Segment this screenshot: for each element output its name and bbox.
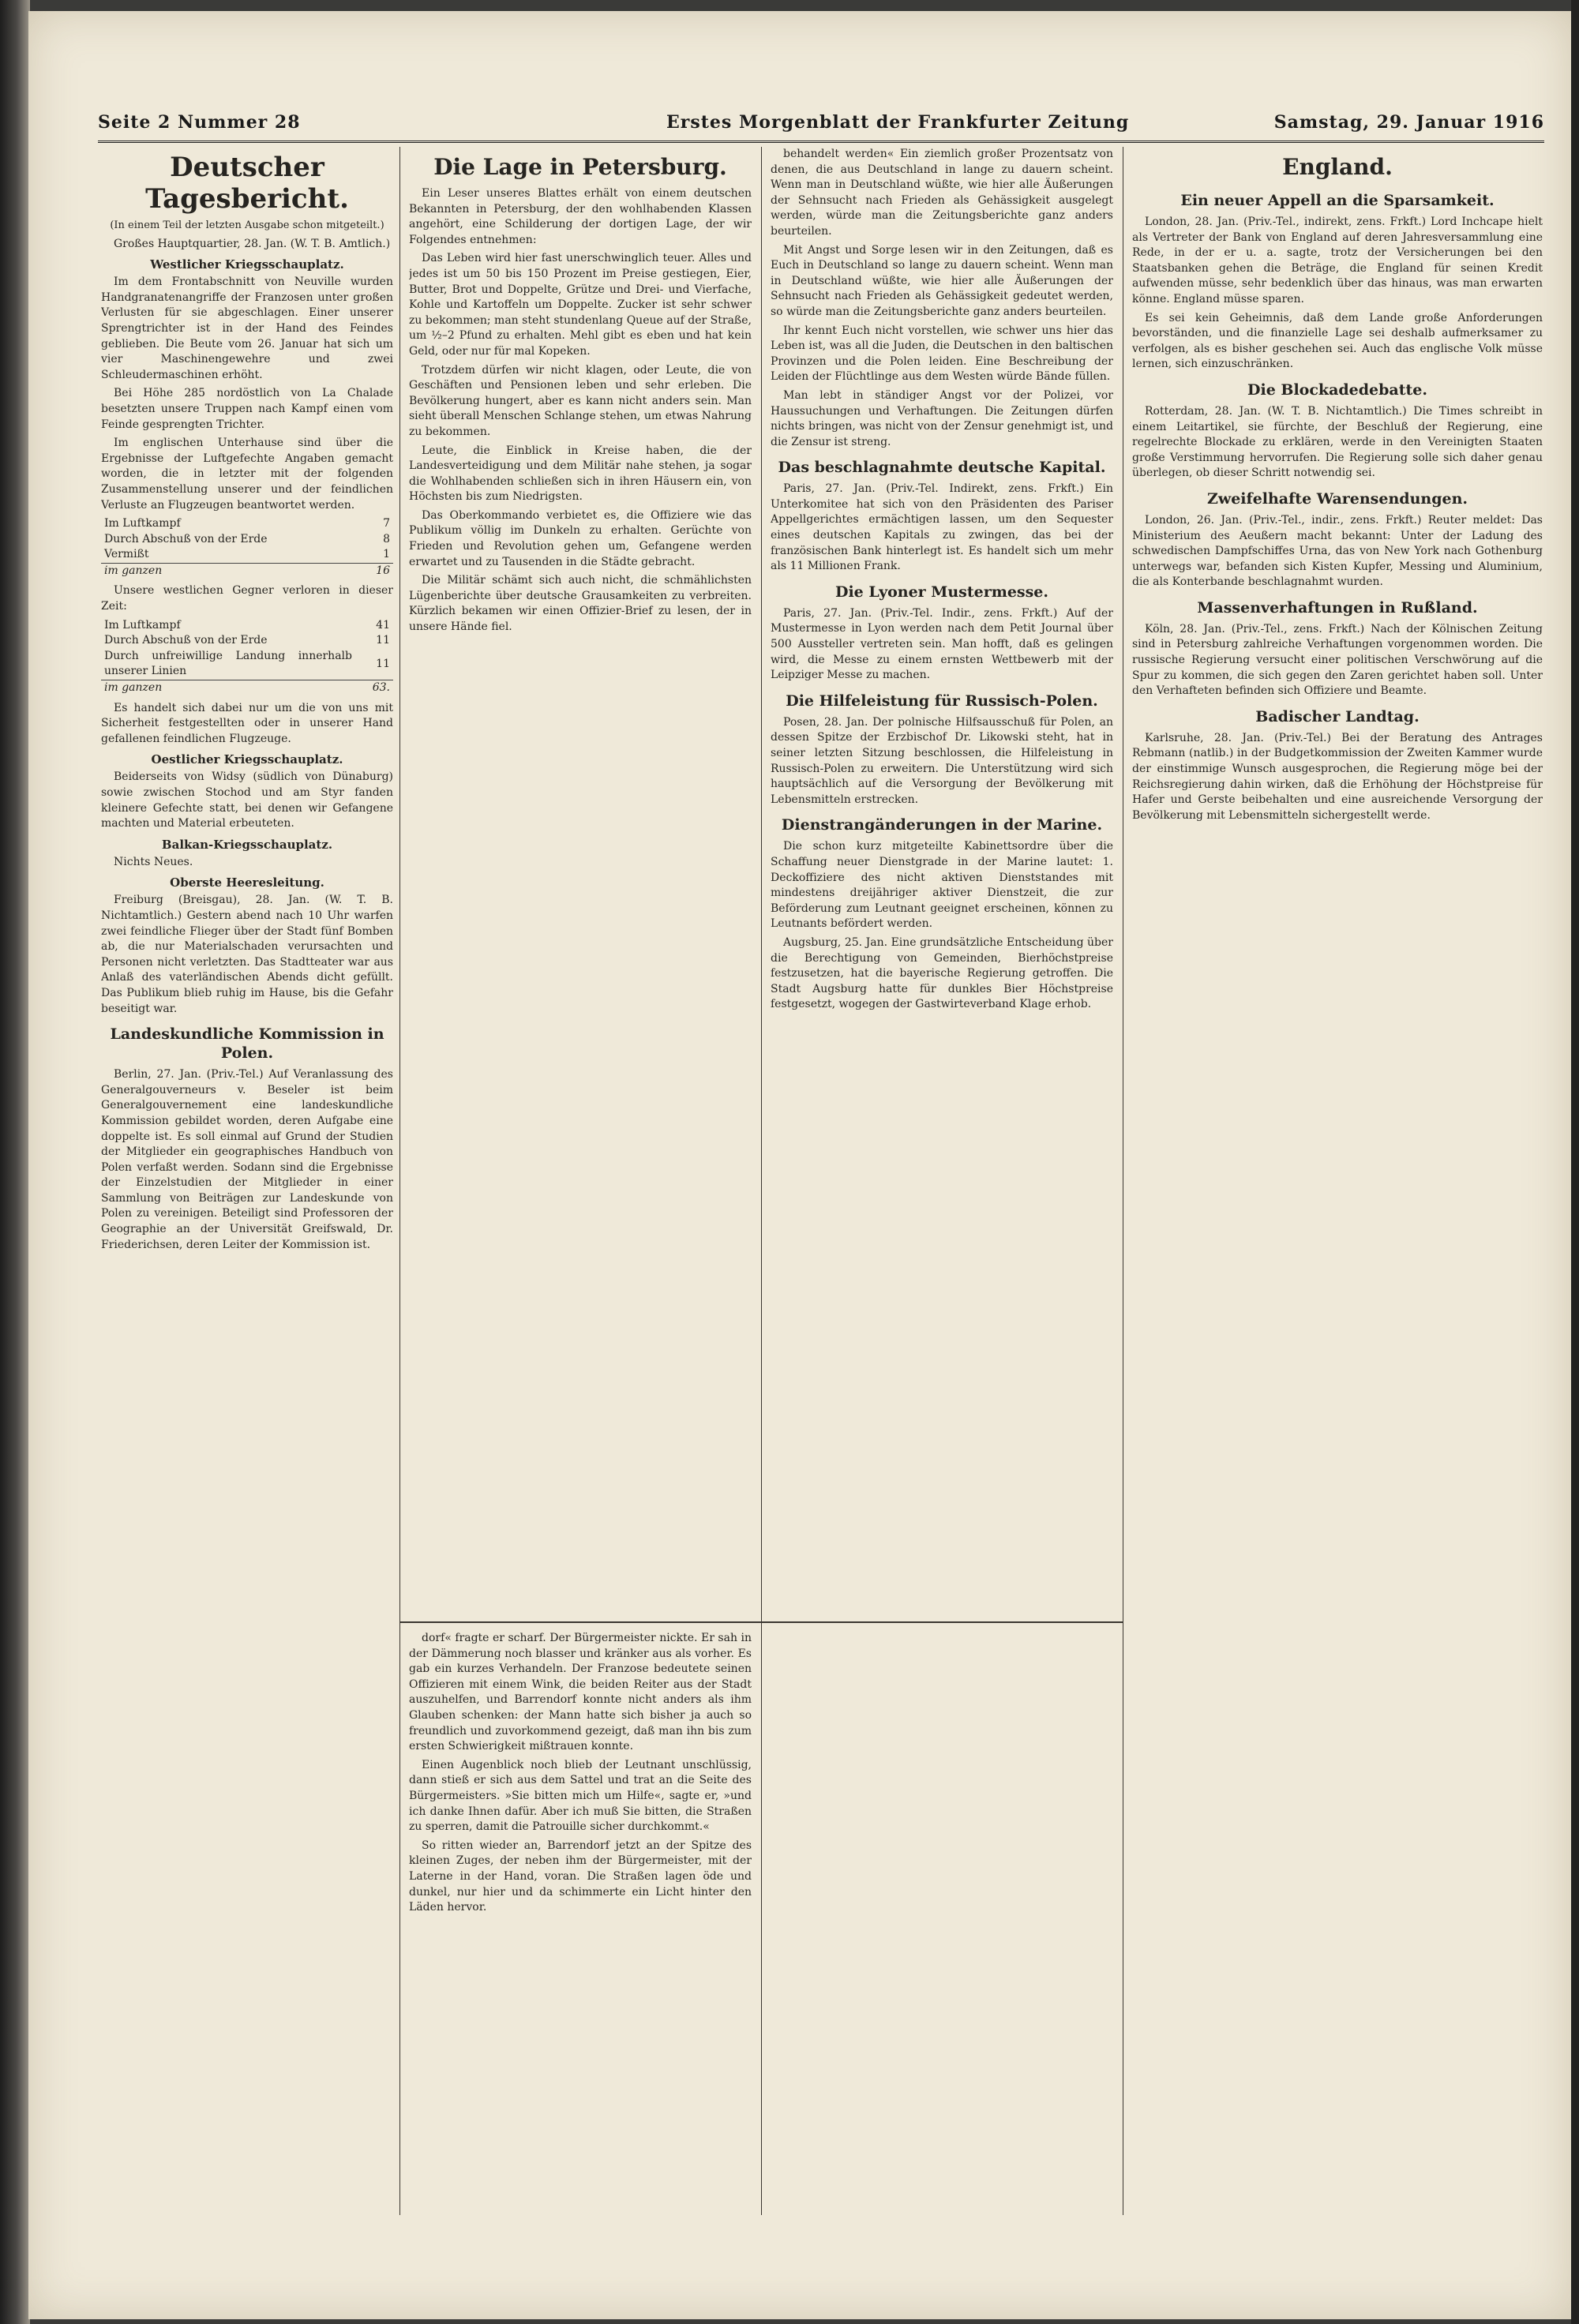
paragraph: Karlsruhe, 28. Jan. (Priv.-Tel.) Bei der Beratung des Antrages Rebmann (natlib.) in der Budgetkommission der Zweiten Kammer wurde der einstimmige Wunsch ausgesprochen, die Regierung möge bei der Reichsregierung dahin wirken, daß die Erhöhung der Höchstpreise für Hafer und Gerste beibehalten und eine ausreichende Versorgung der Bevölkerung mit Lebensmitteln sichergestellt werde. [1132, 731, 1543, 822]
column-feuilleton [409, 1631, 752, 2136]
book-binding [0, 0, 30, 2324]
paragraph: So ritten wieder an, Barrendorf jetzt an der Spitze des kleinen Zuges, der neben ihm der Bürgermeister, mit der Laterne in der Hand, voran. Die Straßen lagen öde und dunkel, nur hier und da schimmerte ein Licht hinter den Läden hervor. [409, 1839, 752, 1914]
paragraph: Beiderseits von Widsy (südlich von Dünaburg) sowie zwischen Stochod und am Styr fanden kleinere Gefechte statt, bei denen wir Gefangene machten und Material erbeuteten. [101, 770, 393, 830]
page-header [98, 106, 1544, 143]
article-title: Badischer Landtag. [1255, 707, 1420, 725]
table-row: Im Luftkampf 41 [104, 618, 390, 632]
page-edge [1571, 0, 1579, 2324]
header-masthead: Erstes Morgenblatt der Frankfurter Zeitung [666, 112, 1130, 133]
header-page-number: Seite 2 Nummer 28 [98, 112, 301, 133]
newspaper-page [28, 11, 1571, 2319]
article-title: Die Lage in Petersburg. [433, 154, 727, 180]
paragraph: Ihr kennt Euch nicht vorstellen, wie schwer uns hier das Leben ist, was all die Juden, die Deutschen in den baltischen Provinzen und die Polen leiden. Eine Beschreibung der Leiden der Flüchtlinge aus dem Westen würde Bände füllen. [771, 324, 1113, 384]
article-title: Massenverhaftungen in Rußland. [1197, 598, 1478, 617]
article-title: England. [1282, 154, 1393, 180]
paragraph: Das Oberkommando verbietet es, die Offiziere wie das Publikum völlig im Dunkeln zu erhalten. Gerüchte von Frieden und Revolution gehen um, Gefangene werden erwartet und zu Tausenden in die Städte gebracht. [409, 508, 752, 568]
paragraph: Freiburg (Breisgau), 28. Jan. (W. T. B. Nichtamtlich.) Gestern abend nach 10 Uhr warfen zwei feindliche Flieger über der Stadt fünf Bomben ab, die nur Materialschaden verursachten und Personen nicht verletzten. Das Stadtteater war aus Anlaß des vaterländischen Abends dicht gefüllt. Das Publikum blieb ruhig im Hause, bis die Gefahr beseitigt war. [101, 894, 393, 1015]
article-subtitle: Ein neuer Appell an die Sparsamkeit. [1180, 192, 1495, 209]
table-row: im ganzen 16 [101, 563, 393, 579]
paragraph: Mit Angst und Sorge lesen wir in den Zeitungen, daß es Euch in Deutschland so lange zu dauern scheint. Wenn man in Deutschland wüßte, wie hier alle Äußerungen der Sehnsucht nach Frieden als Gehässigkeit gedeutet werden, so würde man die Zeitungsberichte ganz anders beurteilen. [771, 243, 1113, 318]
paragraph: Paris, 27. Jan. (Priv.-Tel. Indir., zens. Frkft.) Auf der Mustermesse in Lyon werden nach dem Petit Journal über 500 Aussteller vertreten sein. Man hofft, daß es gelingen wird, die Messe zu einem ernsten Wettbewerb mit der Leipziger Messe zu machen. [771, 606, 1113, 682]
losses-table-own [101, 516, 393, 579]
paragraph: Das Leben wird hier fast unerschwinglich teuer. Alles und jedes ist um 50 bis 150 Prozent im Preise gestiegen, Eier, Butter, Brot und Doppelte, Grütze und Drei- und Vierfache, Kohle und Kartoffeln um Doppelte. Zucker ist sehr schwer zu bekommen; man steht stundenlang Queue auf der Straße, um ½–2 Pfund zu erhalten. Mehl gibt es eben und hat kein Geld, oder nur für mal Kopeken. [409, 252, 752, 358]
losses-table-enemy [101, 618, 393, 696]
article-title: Das beschlagnahmte deutsche Kapital. [778, 459, 1106, 477]
paragraph: Die Militär schämt sich auch nicht, die schmählichsten Lügenberichte über deutsche Grausamkeiten zu verbreiten. Kürzlich bekamen wir einen Offizier-Brief zu lesen, der in unsere Hände fiel. [409, 574, 752, 634]
article-title: Die Blockadedebatte. [1247, 380, 1427, 399]
paragraph: London, 26. Jan. (Priv.-Tel., indir., zens. Frkft.) Reuter meldet: Das Ministerium des Aeußern macht bekannt: Unter der Ladung des schwedischen Dampfschiffes Urna, das von New York nach Gothenburg unterwegs war, befanden sich Kisten Kupfer, Messing und Aluminium, die als Konterbande beschlagnahmt wurden. [1132, 513, 1543, 589]
article-subtitle: (In einem Teil der letzten Ausgabe schon mitgeteilt.) [110, 219, 384, 231]
signature: Oberste Heeresleitung. [170, 875, 324, 890]
table-row: Im Luftkampf 7 [104, 517, 390, 530]
paragraph: Ein Leser unseres Blattes erhält von einem deutschen Bekannten in Petersburg, der den wohlhabenden Klassen angehört, eine Schilderung der dortigen Lage, der wir Folgendes entnehmen: [409, 187, 752, 246]
column-rule [761, 147, 762, 2215]
article-title: Dienstrangänderungen in der Marine. [781, 816, 1103, 834]
section-heading-west: Westlicher Kriegsschauplatz. [150, 257, 344, 272]
paragraph: Es sei kein Geheimnis, daß dem Lande große Anforderungen bevorständen, und die finanzielle Lage sei deshalb aufmerksamer zu verfolgen, als es bisher geschehen sei. Auch das englische Volk müsse lernen, sich einzuschränken. [1132, 311, 1543, 371]
paragraph: Man lebt in ständiger Angst vor der Polizei, vor Haussuchungen und Verhaftungen. Die Zeitungen dürfen nichts bringen, was nicht von der Zensur genehmigt ist, und die Zensur ist streng. [771, 388, 1113, 448]
paragraph: Im englischen Unterhause sind über die Ergebnisse der Luftgefechte Angaben gemacht worden, die in letzter mit der folgenden Zusammenstellung unserer und der feindlichen Verluste an Flugzeugen beantwortet werden. [101, 437, 393, 512]
paragraph: Berlin, 27. Jan. (Priv.-Tel.) Auf Veranlassung des Generalgouverneurs v. Beseler ist beim Generalgouvernement eine landeskundliche Kommission gebildet worden, deren Aufgabe eine doppelte ist. Es soll einmal auf Grund der Studien der Mitglieder ein geographisches Handbuch von Polen verfaßt werden. Sodann sind die Ergebnisse der Einzelstudien der Mitglieder in einer Sammlung von Beiträgen zur Landeskunde von Polen zu vereinigen. Beteiligt sind Professoren der Geographie an der Universität Greifswald, Dr. Friederichsen, deren Leiter der Kommission ist. [101, 1068, 393, 1251]
paragraph: Nichts Neues. [114, 855, 193, 868]
table-caption: Unsere westlichen Gegner verloren in dieser Zeit: [101, 584, 393, 613]
table-row: Durch Abschuß von der Erde 8 [104, 532, 390, 545]
paragraph: Posen, 28. Jan. Der polnische Hilfsausschuß für Polen, an dessen Spitze der Erzbischof Dr. Likowski steht, hat in seiner letzten Sitzung beschlossen, die Hilfeleistung in Russisch-Polen zu erweitern. Die Unterstützung wird sich hauptsächlich auf die Versorgung der Bevölkerung mit Lebensmitteln erstrecken. [771, 715, 1113, 806]
article-title: Die Lyoner Mustermesse. [835, 583, 1049, 601]
table-row: Durch Abschuß von der Erde 11 [104, 634, 390, 647]
paragraph: Köln, 28. Jan. (Priv.-Tel., zens. Frkft.) Nach der Kölnischen Zeitung sind in Petersburg zahlreiche Verhaftungen vorgenommen worden. Die russische Regierung versucht einer politischen Verschwörung auf die Spur zu kommen, die sich gegen den Zaren gerichtet haben soll. Unter den Verhafteten befinden sich Offiziere und Beamte. [1132, 622, 1543, 698]
column-petersburg [409, 147, 752, 1615]
article-title: Deutscher Tagesbericht. [145, 152, 349, 215]
paragraph: Leute, die Einblick in Kreise haben, die der Landesverteidigung und dem Militär nahe stehen, ja sogar die Wohlhabenden schließen sich in ihren Häusern ein, von Höchsten bis zum Niedrigsten. [409, 444, 752, 504]
article-title: Zweifelhafte Warensendungen. [1206, 489, 1468, 508]
column-news [771, 147, 1113, 2215]
paragraph: behandelt werden« Ein ziemlich großer Prozentsatz von denen, die aus Deutschland in lange zu dauern scheint. Wenn man in Deutschland wüßte, wie hier alle Äußerungen der Sehnsucht nach Frieden als Gehässigkeit ausgelegt werden, würde man die Zeitungsberichte ganz anders beurteilen. [771, 148, 1113, 238]
paragraph: Paris, 27. Jan. (Priv.-Tel. Indirekt, zens. Frkft.) Ein Unterkomitee hat sich von den Präsidenten des Pariser Appellgerichtes ermächtigen lassen, um den Sequester eines deutschen Kapitals zu zwingen, das bei der französischen Bank hinterlegt ist. Es handelt sich um mehr als 11 Millionen Frank. [771, 482, 1113, 573]
table-row: Durch unfreiwillige Landung innerhalb unserer Linien 11 [104, 649, 390, 678]
paragraph: Im dem Frontabschnitt von Neuville wurden Handgranatenangriffe der Franzosen unter großen Verlusten für sie abgeschlagen. Einer unserer Sprengtrichter ist in der Hand des Feindes geblieben. Die Beute vom 26. Januar hat sich um vier Maschinengewehre und zwei Schleudermaschinen erhöht. [101, 276, 393, 381]
column-tagesbericht [101, 147, 393, 2215]
header-date: Samstag, 29. Januar 1916 [1273, 112, 1544, 133]
section-heading-balkan: Balkan-Kriegsschauplatz. [161, 837, 333, 852]
paragraph: Augsburg, 25. Jan. Eine grundsätzliche Entscheidung über die Berechtigung von Gemeinden, Bierhöchstpreise festzusetzen, hat die bayerische Regierung getroffen. Die Stadt Augsburg hatte für dunkles Bier Höchstpreise festgesetzt, wogegen der Gastwirteverband Klage erhob. [771, 935, 1113, 1011]
table-row: Vermißt 1 [104, 548, 390, 561]
column-foreign [1132, 147, 1543, 2215]
dateline: Großes Hauptquartier, 28. Jan. (W. T. B. Amtlich.) [114, 237, 391, 250]
paragraph: London, 28. Jan. (Priv.-Tel., indirekt, zens. Frkft.) Lord Inchcape hielt als Vertreter der Bank von England auf deren Jahresversammlung eine Rede, in der er u. a. sagte, trotz der Versicherungen bei den Staatsbanken gehen die Beträge, die England für seinen Kredit aufwenden müsse, sehr bedenklich über das hinaus, was man erwarten könne. England müsse sparen. [1132, 216, 1543, 305]
column-rule [399, 147, 400, 2215]
paragraph: Trotzdem dürfen wir nicht klagen, oder Leute, die von Geschäften und Pensionen leben und sehr erleben. Die Bevölkerung hungert, aber es kann nicht anders sein. Man sieht überall Menschen Schlange stehen, um etwas Nahrung zu bekommen. [409, 363, 752, 438]
section-heading-east: Oestlicher Kriegsschauplatz. [151, 752, 343, 767]
paragraph: Die schon kurz mitgeteilte Kabinettsordre über die Schaffung neuer Dienstgrade in der Marine lautet: 1. Deckoffiziere des nicht aktiven Dienststandes mit mindestens dreijähriger aktiver Dienstzeit, die zur Beförderung zum Leutnant geeignet erscheinen, können zu Leutnants befördert werden. [771, 840, 1113, 931]
table-row: im ganzen 63. [101, 680, 393, 696]
paragraph: Rotterdam, 28. Jan. (W. T. B. Nichtamtlich.) Die Times schreibt in einem Leitartikel, sie fürchte, der Beschluß der Regierung, eine regelrechte Blockade zu erklären, werde in den Vereinigten Staaten große Verstimmung hervorrufen. Die Regierung solle sich daher genau überlegen, ob dieser Schritt notwendig sei. [1132, 404, 1543, 480]
paragraph: Einen Augenblick noch blieb der Leutnant unschlüssig, dann stieß er sich aus dem Sattel und trat an die Seite des Bürgermeisters. »Sie bitten mich um Hilfe«, sagte er, »und ich danke Ihnen dafür. Aber ich muß Sie bitten, die Straßen zu sperren, damit die Patrouille sicher durchkommt.« [409, 1758, 752, 1834]
paragraph: Bei Höhe 285 nordöstlich von La Chalade besetzten unsere Truppen nach Kampf einen vom Feinde gesprengten Trichter. [101, 387, 393, 431]
paragraph: dorf« fragte er scharf. Der Bürgermeister nickte. Er sah in der Dämmerung noch blasser und kränker aus als vorher. Es gab ein kurzes Verhandeln. Der Franzose bedeutete seinen Offizieren mit einem Wink, die beiden Reiter aus der Stadt auszuhelfen, und Barrendorf konnte nicht anders als ihm Glauben schenken: der Mann hatte sich bisher ja auch so freundlich und zuvorkommend gezeigt, daß man ihn bis zum ersten Schwierigkeit mißtrauen konnte. [409, 1632, 752, 1753]
paragraph: Es handelt sich dabei nur um die von uns mit Sicherheit festgestellten oder in unserer Hand gefallenen feindlichen Flugzeuge. [101, 701, 393, 745]
article-title: Landeskundliche Kommission in Polen. [110, 1025, 384, 1063]
article-title: Die Hilfeleistung für Russisch-Polen. [786, 692, 1098, 710]
